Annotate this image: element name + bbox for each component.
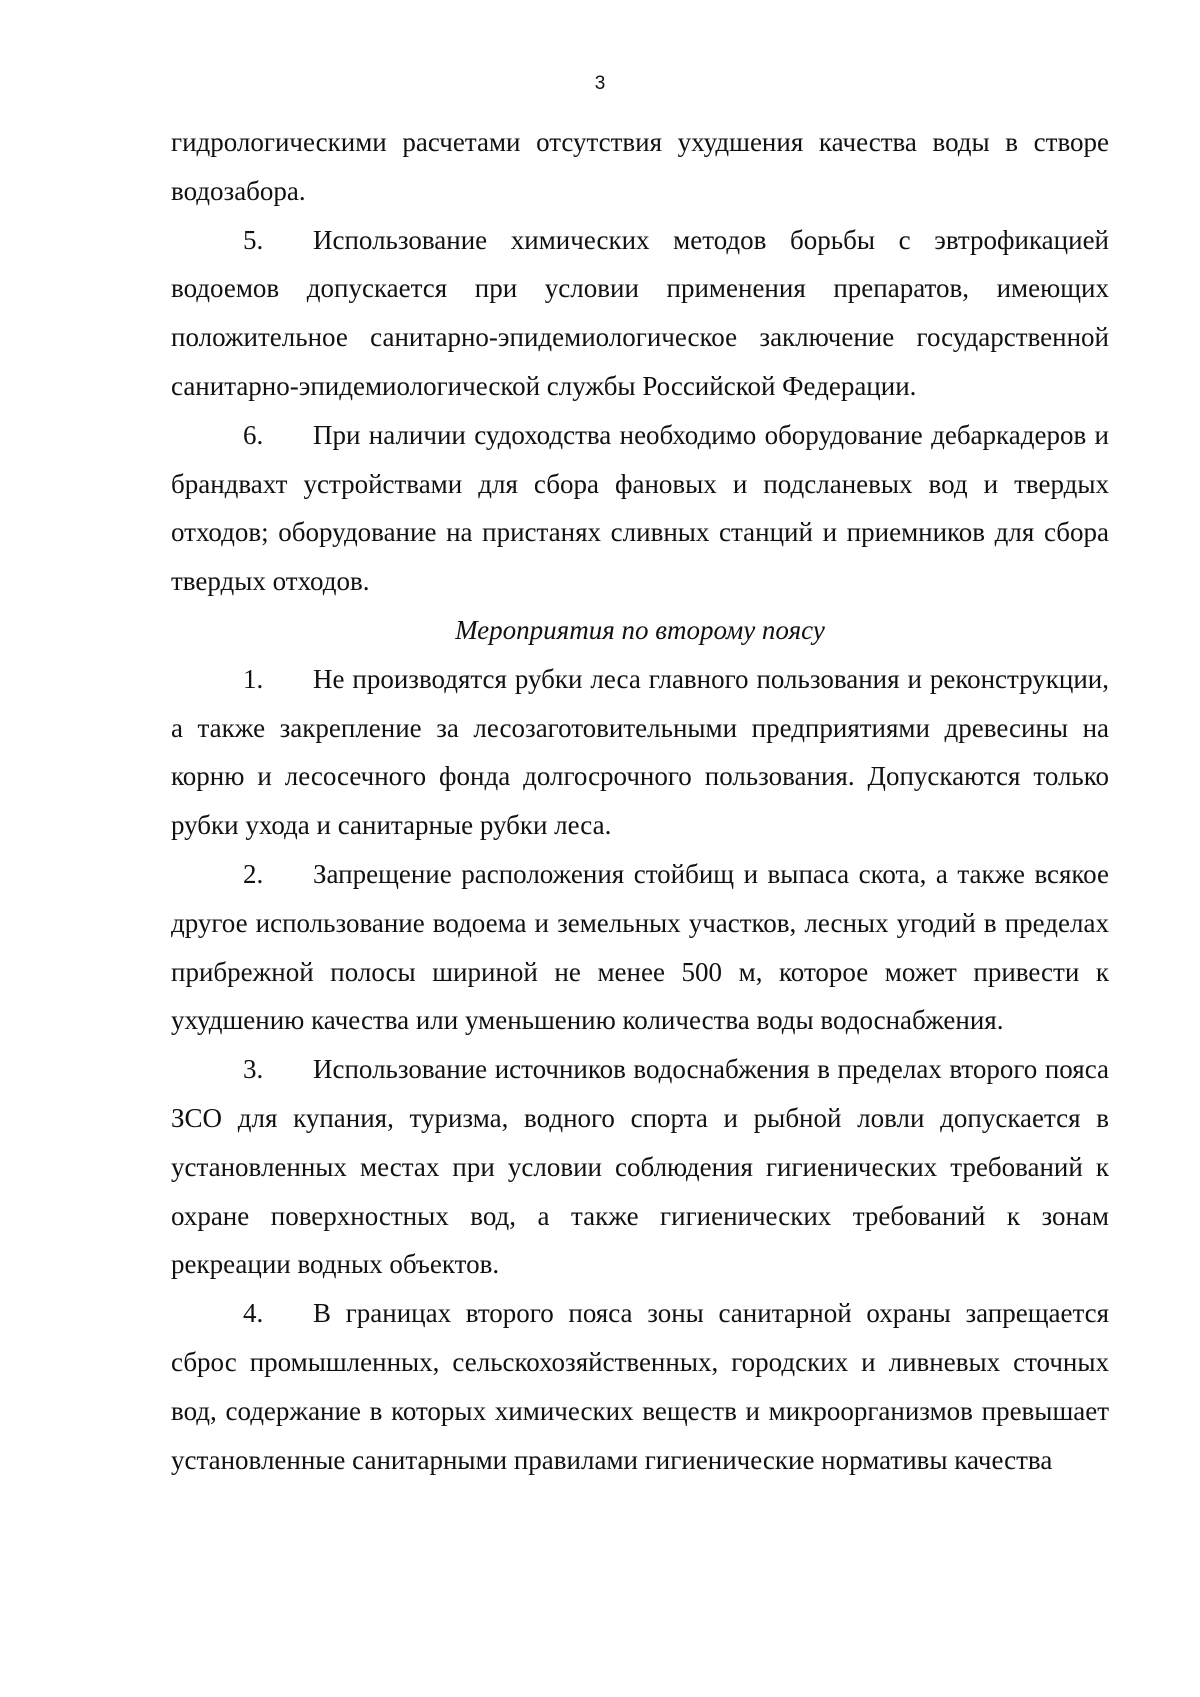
paragraph-item-5 [171, 216, 1109, 411]
item-number: 4. [243, 1298, 264, 1329]
section-heading: Мероприятия по второму поясу [455, 614, 825, 645]
paragraph-text: Использование источников водоснабжения в пределах второго пояса ЗСО для купания, туризма, водного спорта и рыбной ловли допускается в установленных местах при условии соблюдения гигиенических требований к охране поверхностных вод, а также гигиенических требований к зонам рекреации водных объектов. [171, 1054, 1109, 1280]
item-number: 5. [243, 224, 264, 255]
paragraph-continuation [171, 118, 1109, 216]
paragraph-text: Использование химических методов борьбы с эвтрофикацией водоемов допускается при условии применения препаратов, имеющих положительное санитарно-эпидемиологическое заключение государственной санитарно-эпидемиологической службы Российской Федерации. [171, 224, 1109, 401]
item-number: 6. [243, 419, 264, 450]
paragraph-zone2-item-1 [171, 655, 1109, 850]
item-number: 1. [243, 663, 264, 694]
paragraph-text: Запрещение расположения стойбищ и выпаса скота, а также всякое другое использование водоема и земельных участков, лесных угодий в пределах прибрежной полосы шириной не менее 500 м, которое может привести к ухудшению качества или уменьшению количества воды водоснабжения. [171, 858, 1109, 1036]
paragraph-item-6 [171, 411, 1109, 606]
page-number: 3 [594, 73, 606, 94]
paragraph-zone2-item-4 [171, 1289, 1109, 1484]
paragraph-text: Не производятся рубки леса главного пользования и реконструкции, а также закрепление за лесозаготовительными предприятиями древесины на корню и лесосечного фонда долгосрочного пользования. Допускаются только рубки ухода и санитарные рубки леса. [171, 663, 1109, 841]
paragraph-text: При наличии судоходства необходимо оборудование дебаркадеров и брандвахт устройствами для сбора фановых и подсланевых вод и твердых отходов; оборудование на пристанях сливных станций и приемников для сбора твердых отходов. [171, 419, 1109, 597]
paragraph-zone2-item-2 [171, 850, 1109, 1045]
paragraph-text: гидрологическими расчетами отсутствия ухудшения качества воды в створе водозабора. [171, 127, 1109, 206]
paragraph-text: В границах второго пояса зоны санитарной охраны запрещается сброс промышленных, сельскохозяйственных, городских и ливневых сточных вод, содержание в которых химических веществ и микроорганизмов превышает установленные санитарными правилами гигиенические нормативы качества [171, 1298, 1109, 1475]
paragraph-zone2-item-3 [171, 1045, 1109, 1289]
item-number: 2. [243, 858, 264, 889]
document-body [171, 118, 1109, 1484]
item-number: 3. [243, 1054, 264, 1085]
